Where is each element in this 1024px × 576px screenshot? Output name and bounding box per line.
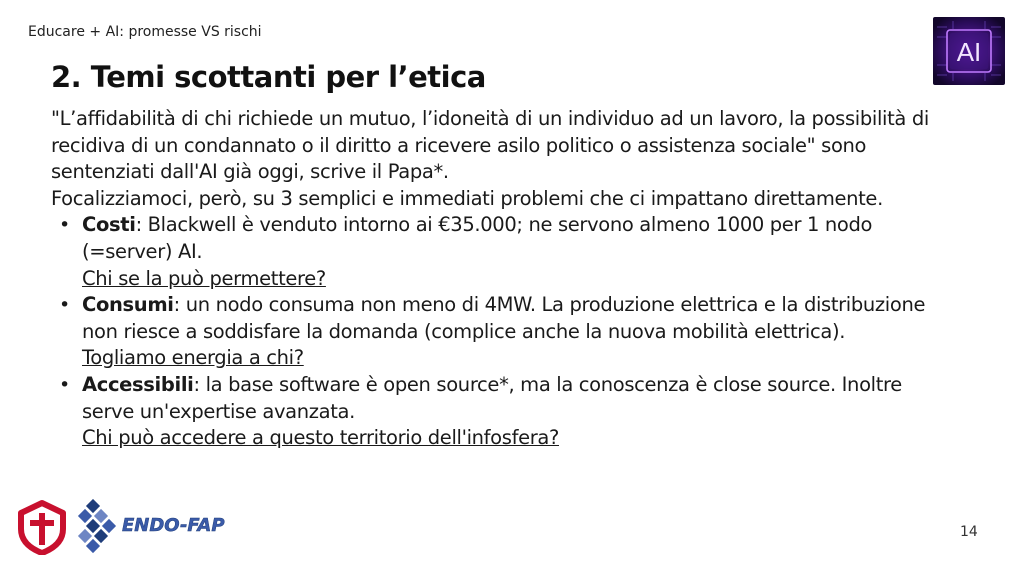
endo-fap-wordmark: ENDO-FAP: [122, 515, 225, 536]
list-item-consumi: [51, 292, 941, 372]
issues-list: [51, 212, 941, 451]
list-item-accessibili: [51, 372, 941, 452]
bullet-icon: •: [59, 214, 70, 237]
bullet-term: Consumi: [82, 293, 174, 317]
ai-chip-icon: [933, 17, 1005, 85]
bullet-text: : un nodo consuma non meno di 4MW. La produzione elettrica e la distribuzione non riesce a soddisfare la domanda (complice anche la nuova mobilità elettrica).: [82, 293, 926, 343]
focus-paragraph: Focalizziamoci, però, su 3 semplici e immediati problemi che ci impattano direttamente.: [51, 186, 883, 210]
bullet-text: : la base software è open source*, ma la conoscenza è close source. Inoltre serve un'expertise avanzata.: [82, 372, 902, 423]
bullet-icon: •: [59, 294, 70, 317]
slide-title: 2. Temi scottanti per l’etica: [51, 60, 486, 94]
ai-logo-text: AI: [956, 37, 982, 67]
list-item-costi: [51, 212, 941, 292]
bullet-term: Accessibili: [82, 372, 194, 396]
endo-fap-logo: [18, 499, 248, 559]
page-number: 14: [960, 524, 978, 540]
intro-paragraph: "L’affidabilità di chi richiede un mutuo, l’idoneità di un individuo ad un lavoro, la possibilità di recidiva di un condannato o il diritto a ricevere asilo politico o assistenza sociale" sono sentenziati dall'AI già oggi, scrive il Papa*.: [51, 107, 929, 184]
shield-cross-icon: [21, 503, 63, 553]
bullet-question: Togliamo energia a chi?: [82, 346, 304, 370]
bullet-question: Chi se la può permettere?: [82, 266, 326, 290]
slide-body: [51, 106, 941, 452]
diamond-cluster-icon: [78, 499, 116, 553]
bullet-question: Chi può accedere a questo territorio dell'infosfera?: [82, 426, 559, 450]
ai-logo: [933, 17, 1005, 85]
bullet-icon: •: [59, 373, 70, 396]
presentation-title: Educare + AI: promesse VS rischi: [28, 24, 262, 40]
bullet-text: : Blackwell è venduto intorno ai €35.000; ne servono almeno 1000 per 1 nodo (=server) AI.: [82, 213, 873, 263]
bullet-term: Costi: [82, 213, 136, 237]
